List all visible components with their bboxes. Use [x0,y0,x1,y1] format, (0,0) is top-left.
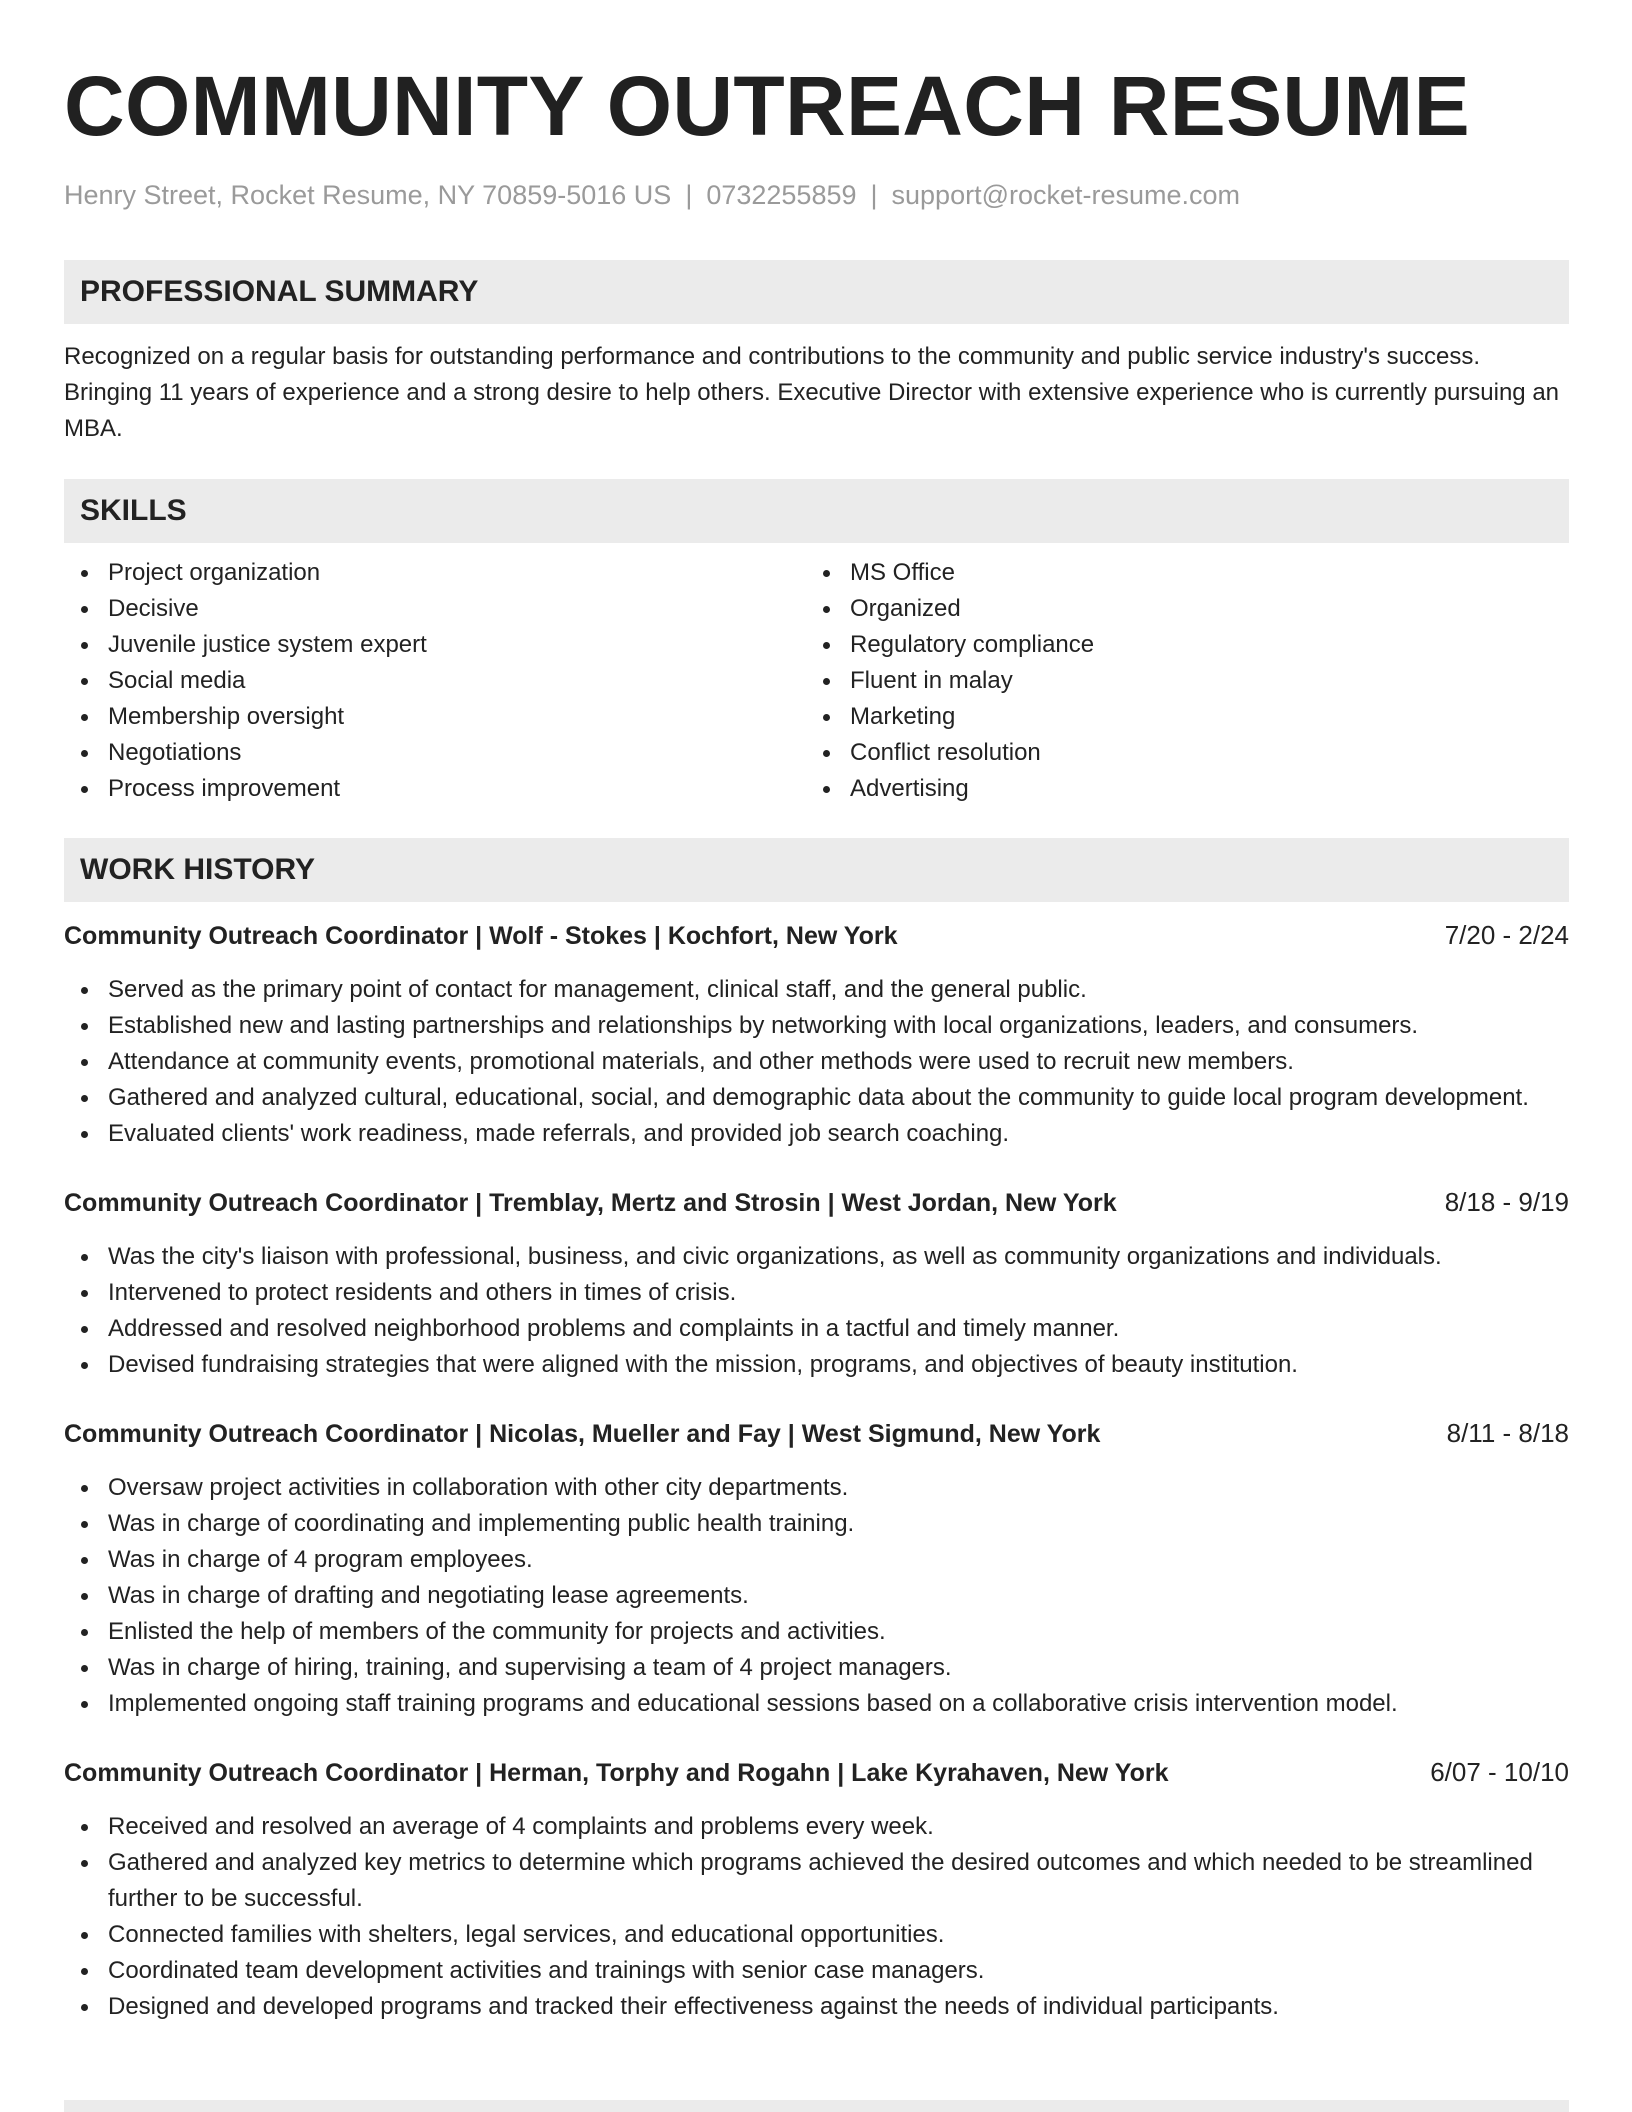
job-bullet: Was in charge of 4 program employees. [64,1542,1569,1578]
skill-item: Process improvement [64,771,806,807]
job-header [64,1416,1569,1451]
job-bullet: Received and resolved an average of 4 complaints and problems every week. [64,1809,1569,1845]
job-bullet: Devised fundraising strategies that were aligned with the mission, programs, and objectives of beauty institution. [64,1347,1569,1383]
job-bullet: Established new and lasting partnerships and relationships by networking with local organizations, leaders, and consumers. [64,1008,1569,1044]
job-bullet: Enlisted the help of members of the community for projects and activities. [64,1614,1569,1650]
contact-phone: 0732255859 [706,180,857,210]
contact-line [64,178,1569,212]
job-title: Community Outreach Coordinator | Wolf - Stokes | Kochfort, New York [64,922,898,950]
job-dates: 8/18 - 9/19 [1444,1187,1569,1217]
next-section-bar [64,2100,1569,2112]
job-title: Community Outreach Coordinator | Herman, Torphy and Rogahn | Lake Kyrahaven, New York [64,1759,1169,1787]
skill-item: Conflict resolution [806,735,1569,771]
job-dates: 6/07 - 10/10 [1430,1757,1569,1787]
job-bullet: Was in charge of drafting and negotiating lease agreements. [64,1578,1569,1614]
contact-separator: | [685,180,693,210]
skills-section [64,479,1569,807]
contact-address: Henry Street, Rocket Resume, NY 70859-5016 US [64,180,672,210]
skill-item: Regulatory compliance [806,627,1569,663]
job-bullet: Addressed and resolved neighborhood problems and complaints in a tactful and timely manner. [64,1311,1569,1347]
job-header [64,1185,1569,1220]
job-bullet: Oversaw project activities in collaboration with other city departments. [64,1470,1569,1506]
job-entry [64,1755,1569,2025]
job-bullet: Gathered and analyzed cultural, educational, social, and demographic data about the community to guide local program development. [64,1080,1569,1116]
skill-item: MS Office [806,555,1569,591]
job-bullet: Implemented ongoing staff training programs and educational sessions based on a collaborative crisis intervention model. [64,1686,1569,1722]
work-history-section [64,838,1569,2025]
skills-list-right [806,555,1569,807]
job-bullet: Evaluated clients' work readiness, made referrals, and provided job search coaching. [64,1116,1569,1152]
skills-list-left [64,555,806,807]
job-bullet: Was the city's liaison with professional, business, and civic organizations, as well as community organizations and individuals. [64,1239,1569,1275]
job-bullet: Intervened to protect residents and others in times of crisis. [64,1275,1569,1311]
job-bullets [64,1809,1569,2025]
job-title: Community Outreach Coordinator | Tremblay, Mertz and Strosin | West Jordan, New York [64,1189,1117,1217]
job-bullets [64,1239,1569,1383]
skills-heading: SKILLS [64,479,1569,543]
skill-item: Organized [806,591,1569,627]
contact-email: support@rocket-resume.com [891,180,1241,210]
resume-title: COMMUNITY OUTREACH RESUME [64,59,1470,153]
skill-item: Advertising [806,771,1569,807]
job-entry [64,918,1569,1152]
job-bullet: Gathered and analyzed key metrics to determine which programs achieved the desired outcomes and which needed to be streamlined further to be successful. [64,1845,1569,1917]
contact-separator: | [870,180,878,210]
job-bullets [64,1470,1569,1722]
skills-grid [64,555,1569,807]
job-bullet: Served as the primary point of contact for management, clinical staff, and the general public. [64,972,1569,1008]
job-bullet: Attendance at community events, promotional materials, and other methods were used to recruit new members. [64,1044,1569,1080]
job-dates: 8/11 - 8/18 [1446,1418,1569,1448]
job-dates: 7/20 - 2/24 [1444,920,1569,950]
skill-item: Marketing [806,699,1569,735]
skill-item: Negotiations [64,735,806,771]
job-bullet: Was in charge of coordinating and implementing public health training. [64,1506,1569,1542]
skill-item: Decisive [64,591,806,627]
skill-item: Membership oversight [64,699,806,735]
job-entry [64,1416,1569,1722]
job-bullet: Coordinated team development activities and trainings with senior case managers. [64,1953,1569,1989]
summary-text: Recognized on a regular basis for outstanding performance and contributions to the community and public service industry's success. Bringing 11 years of experience and a strong desire to help others. Executive Director with extensive experience who is currently pursuing an MBA. [64,343,1560,442]
skill-item: Social media [64,663,806,699]
job-bullets [64,972,1569,1152]
skill-item: Juvenile justice system expert [64,627,806,663]
work-history-heading: WORK HISTORY [64,838,1569,902]
job-bullet: Designed and developed programs and tracked their effectiveness against the needs of individual participants. [64,1989,1569,2025]
skill-item: Project organization [64,555,806,591]
summary-section [64,260,1569,447]
skill-item: Fluent in malay [806,663,1569,699]
job-header [64,1755,1569,1790]
job-header [64,918,1569,953]
job-entry [64,1185,1569,1383]
job-bullet: Was in charge of hiring, training, and supervising a team of 4 project managers. [64,1650,1569,1686]
job-title: Community Outreach Coordinator | Nicolas, Mueller and Fay | West Sigmund, New York [64,1420,1101,1448]
summary-heading: PROFESSIONAL SUMMARY [64,260,1569,324]
job-bullet: Connected families with shelters, legal services, and educational opportunities. [64,1917,1569,1953]
